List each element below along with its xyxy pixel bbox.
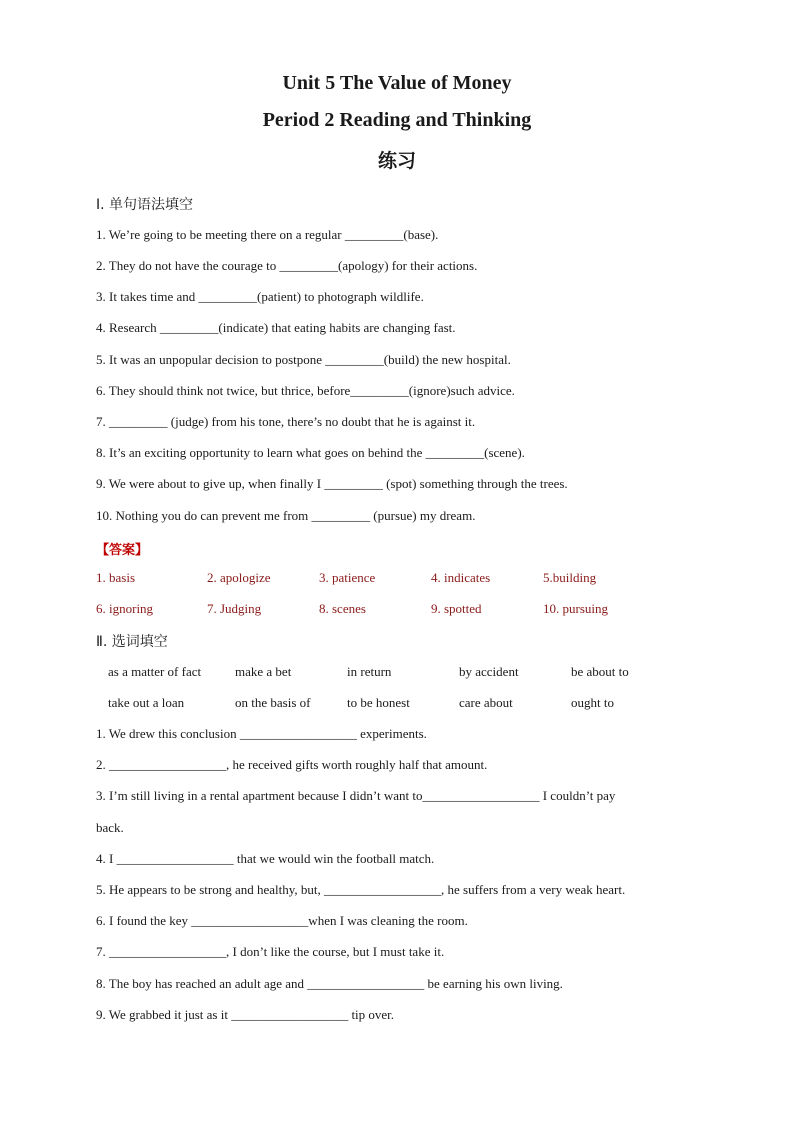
- word-bank-item: by accident: [459, 664, 519, 679]
- section1-heading: Ⅰ. 单句语法填空: [96, 197, 194, 213]
- section1-item-1: 1. We’re going to be meeting there on a regular _________(base).: [96, 227, 439, 242]
- section2-item-9: 9. We grabbed it just as it __________________ tip over.: [96, 1007, 395, 1022]
- word-bank-item: take out a loan: [108, 695, 185, 710]
- practice-label: 练习: [377, 150, 416, 172]
- word-bank-item: care about: [459, 695, 513, 710]
- section2-item-7: 7. __________________, I don’t like the course, but I must take it.: [96, 944, 445, 959]
- word-bank-item: in return: [347, 664, 392, 679]
- section1-item-10: 10. Nothing you do can prevent me from _________ (pursue) my dream.: [96, 508, 476, 523]
- section2-item-6: 6. I found the key __________________when I was cleaning the room.: [96, 913, 468, 928]
- section1-item-6: 6. They should think not twice, but thrice, before_________(ignore)such advice.: [96, 383, 515, 398]
- section2-item-5: 5. He appears to be strong and healthy, but, __________________, he suffers from a very weak heart.: [96, 882, 626, 897]
- section1-item-8: 8. It’s an exciting opportunity to learn what goes on behind the _________(scene).: [96, 445, 525, 460]
- word-bank-item: as a matter of fact: [108, 664, 202, 679]
- section2-item-3-continued: back.: [96, 820, 124, 835]
- period-title: Period 2 Reading and Thinking: [262, 109, 532, 131]
- section1-item-5: 5. It was an unpopular decision to postpone _________(build) the new hospital.: [96, 352, 511, 367]
- answer-8: 8. scenes: [319, 601, 366, 616]
- word-bank-item: to be honest: [347, 695, 410, 710]
- answer-10: 10. pursuing: [543, 601, 608, 616]
- section1-item-9: 9. We were about to give up, when finally I _________ (spot) something through the trees.: [96, 476, 568, 491]
- answer-1: 1. basis: [96, 570, 135, 585]
- word-bank-item: be about to: [571, 664, 629, 679]
- section2-item-8: 8. The boy has reached an adult age and __________________ be earning his own living.: [96, 976, 563, 991]
- section1-item-3: 3. It takes time and _________(patient) to photograph wildlife.: [96, 289, 424, 304]
- unit-title: Unit 5 The Value of Money: [282, 72, 512, 94]
- word-bank-item: on the basis of: [235, 695, 311, 710]
- answer-6: 6. ignoring: [96, 601, 154, 616]
- section1-item-4: 4. Research _________(indicate) that eating habits are changing fast.: [96, 320, 456, 335]
- word-bank-item: ought to: [571, 695, 614, 710]
- section2-item-2: 2. __________________, he received gifts worth roughly half that amount.: [96, 757, 488, 772]
- answer-3: 3. patience: [319, 570, 376, 585]
- answer-4: 4. indicates: [431, 570, 491, 585]
- answer-label: 【答案】: [96, 543, 149, 558]
- section1-item-7: 7. _________ (judge) from his tone, there’s no doubt that he is against it.: [96, 414, 476, 429]
- answer-2: 2. apologize: [207, 570, 271, 585]
- section2-item-3: 3. I’m still living in a rental apartment because I didn’t want to__________________ I couldn’t pay: [96, 788, 616, 803]
- section2-item-1: 1. We drew this conclusion __________________ experiments.: [96, 726, 427, 741]
- section2-item-4: 4. I __________________ that we would win the football match.: [96, 851, 435, 866]
- answer-7: 7. Judging: [207, 601, 262, 616]
- answer-9: 9. spotted: [431, 601, 482, 616]
- answer-5: 5.building: [543, 570, 597, 585]
- section2-heading: Ⅱ. 选词填空: [96, 634, 168, 650]
- section1-item-2: 2. They do not have the courage to _________(apology) for their actions.: [96, 258, 478, 273]
- word-bank-item: make a bet: [235, 664, 292, 679]
